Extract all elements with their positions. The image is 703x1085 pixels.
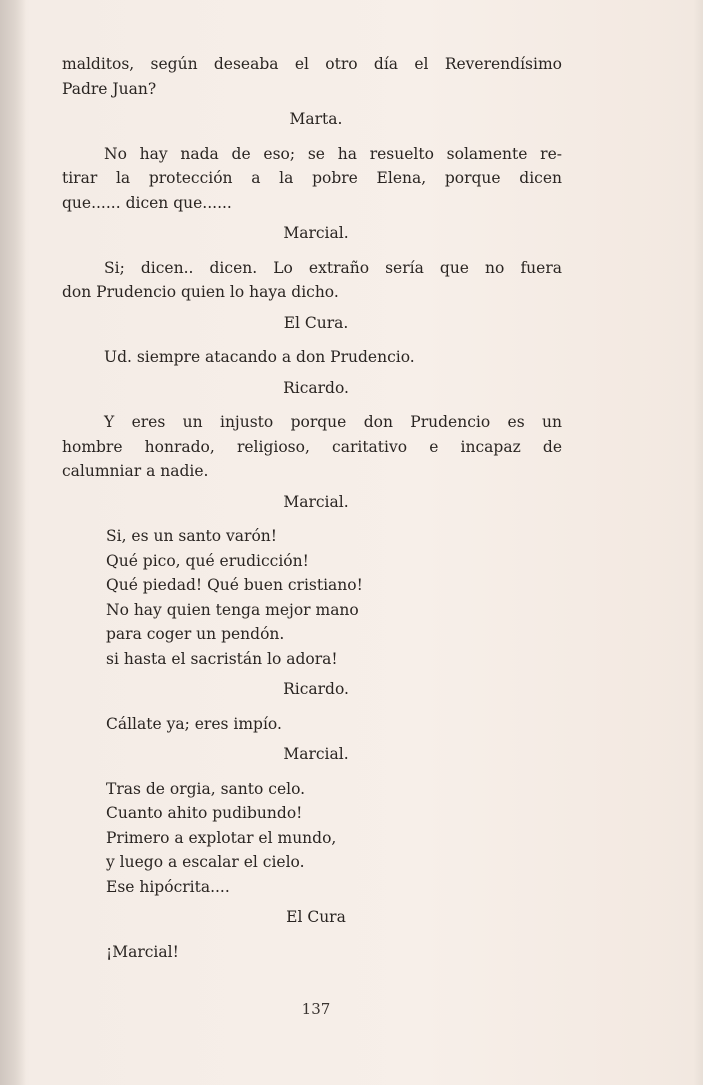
page-edge — [693, 0, 703, 1085]
verse-line: para coger un pendón. — [106, 625, 285, 643]
text-line: hombre honrado, religioso, caritativo e incapaz de — [62, 437, 562, 456]
speaker-name: Marcial. — [283, 224, 349, 242]
page-text — [62, 52, 562, 964]
verse-stanza — [62, 777, 562, 900]
page-binding-shadow — [0, 0, 26, 1085]
verse-stanza — [62, 524, 562, 671]
text-line: calumniar a nadie. — [62, 462, 209, 480]
verse-line: Primero a explotar el mundo, — [106, 828, 337, 847]
verse-line: ¡Marcial! — [106, 942, 179, 961]
text-line: Padre Juan? — [62, 79, 157, 98]
verse-line: Si, es un santo varón! — [106, 527, 277, 545]
verse-stanza — [62, 712, 562, 737]
verse-line: Cuanto ahito pudibundo! — [106, 804, 303, 822]
text-line: No hay nada de eso; se ha resuelto solamente re- — [104, 144, 562, 163]
verse-line: Qué pico, qué erudicción! — [106, 551, 309, 570]
speaker-name: El Cura — [286, 908, 346, 926]
verse-line: Qué piedad! Qué buen cristiano! — [106, 576, 363, 594]
text-line: Ud. siempre atacando a don Prudencio. — [104, 348, 415, 366]
speaker-name: Marcial. — [283, 492, 349, 511]
text-line: Si; dicen.. dicen. Lo extraño sería que no fuera — [104, 258, 562, 277]
verse-line: Tras de orgia, santo celo. — [106, 779, 306, 798]
speaker-name: Ricardo. — [283, 680, 349, 698]
prose-paragraph — [62, 256, 562, 305]
verse-line: Cállate ya; eres impío. — [106, 714, 282, 733]
text-line: Y eres un injusto porque don Prudencio es un — [104, 413, 562, 431]
prose-paragraph — [62, 345, 562, 370]
text-line: don Prudencio quien lo haya dicho. — [62, 283, 339, 301]
prose-paragraph — [62, 142, 562, 216]
verse-line: Ese hipócrita.... — [106, 877, 230, 896]
text-line: tirar la protección a la pobre Elena, porque dicen — [62, 169, 562, 187]
speaker-name: Marcial. — [283, 745, 349, 763]
verse-line: No hay quien tenga mejor mano — [106, 600, 359, 619]
verse-line: si hasta el sacristán lo adora! — [106, 649, 338, 668]
page-number: 137 — [301, 1000, 331, 1018]
text-line: malditos, según deseaba el otro día el Reverendísimo — [62, 55, 562, 73]
prose-paragraph — [62, 52, 562, 101]
speaker-name: El Cura. — [283, 313, 349, 332]
speaker-name: Ricardo. — [283, 378, 349, 397]
speaker-name: Marta. — [289, 110, 343, 128]
prose-paragraph — [62, 410, 562, 484]
verse-line: y luego a escalar el cielo. — [106, 853, 305, 871]
text-line: que...... dicen que...... — [62, 193, 232, 212]
verse-stanza — [62, 940, 562, 965]
